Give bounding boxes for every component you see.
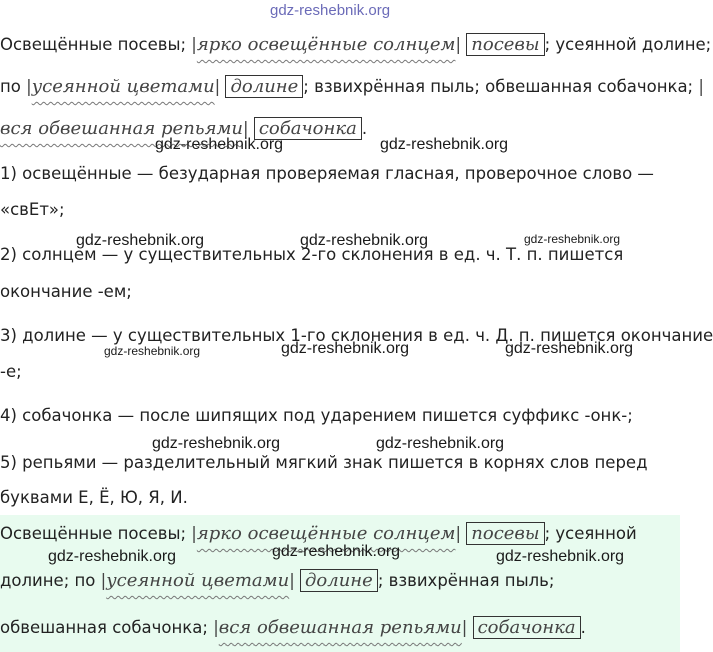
watermark: gdz-reshebnik.org bbox=[380, 136, 509, 153]
sentence1-line2: по |усеянной цветами| долине ; взвихрённая пыль; обвешанная собачонка; | bbox=[0, 76, 704, 97]
explanation-5-line1: 5) репьями — разделительный мягкий знак пишется в корнях слов перед bbox=[0, 453, 648, 472]
text: ; усеянной bbox=[544, 524, 637, 543]
watermark: gdz-reshebnik.org bbox=[505, 340, 634, 357]
explanation-4-line1: 4) собачонка — после шипящих под ударением пишется суффикс -онк-; bbox=[0, 406, 633, 425]
text: обвешанная собачонка; bbox=[0, 618, 214, 637]
noun-box: собачонка bbox=[473, 616, 581, 639]
noun-box: долине bbox=[300, 569, 378, 592]
text: . bbox=[580, 618, 586, 637]
text: ; взвихрённая пыль; обвешанная собачонка; bbox=[303, 77, 699, 96]
explanation-1-line2: «свЕт»; bbox=[0, 200, 65, 219]
explanation-3-line2: -е; bbox=[0, 362, 22, 381]
watermark: gdz-reshebnik.org bbox=[524, 232, 621, 246]
participle-phrase: усеянной цветами bbox=[31, 76, 215, 97]
explanation-5-line2: буквами Е, Ё, Ю, Я, И. bbox=[0, 488, 188, 507]
text: Освещённые посевы; bbox=[0, 35, 192, 54]
noun-box: собачонка bbox=[254, 117, 362, 140]
participle-phrase: ярко освещённые солнцем bbox=[196, 523, 456, 544]
text: ; взвихрённая пыль; bbox=[377, 571, 555, 590]
explanation-3-line1: 3) долине — у существительных 1-го склонения в ед. ч. Д. п. пишется окончание bbox=[0, 326, 713, 345]
participle-phrase: усеянной цветами bbox=[106, 570, 290, 591]
sentence1-line3: вся обвешанная репьями| собачонка . bbox=[0, 118, 368, 139]
text: . bbox=[361, 119, 368, 138]
text: Освещённые посевы; bbox=[0, 524, 192, 543]
noun-box: посевы bbox=[466, 33, 544, 56]
watermark: gdz-reshebnik.org bbox=[281, 340, 410, 357]
explanation-2-line2: окончание -ем; bbox=[0, 282, 132, 301]
watermark: gdz-reshebnik.org bbox=[76, 232, 205, 249]
watermark: gdz-reshebnik.org bbox=[270, 2, 391, 19]
noun-box: посевы bbox=[466, 522, 544, 545]
sentence2-line2: долине; по |усеянной цветами| долине ; взвихрённая пыль; bbox=[0, 570, 555, 591]
watermark: gdz-reshebnik.org bbox=[272, 543, 401, 560]
text: ; усеянной долине; bbox=[544, 35, 712, 54]
watermark: gdz-reshebnik.org bbox=[376, 435, 505, 452]
explanation-2-line1: 2) солнцем — у существительных 2-го склонения в ед. ч. Т. п. пишется bbox=[0, 245, 624, 264]
participle-phrase: вся обвешанная репьями bbox=[0, 118, 244, 139]
text: по bbox=[0, 77, 27, 96]
participle-phrase: ярко освещённые солнцем bbox=[196, 34, 456, 55]
watermark: gdz-reshebnik.org bbox=[104, 344, 201, 358]
sentence2-line1: Освещённые посевы; |ярко освещённые солнцем| посевы ; усеянной bbox=[0, 523, 637, 544]
participle-phrase: вся обвешанная репьями bbox=[218, 617, 462, 638]
noun-box: долине bbox=[225, 75, 303, 98]
sentence2-line3: обвешанная собачонка; |вся обвешанная репьями| собачонка . bbox=[0, 617, 586, 638]
watermark: gdz-reshebnik.org bbox=[48, 548, 177, 565]
watermark: gdz-reshebnik.org bbox=[300, 232, 429, 249]
watermark: gdz-reshebnik.org bbox=[496, 548, 625, 565]
watermark: gdz-reshebnik.org bbox=[152, 435, 281, 452]
sentence1-line1: Освещённые посевы; |ярко освещённые солнцем| посевы ; усеянной долине; bbox=[0, 34, 712, 55]
watermark: gdz-reshebnik.org bbox=[155, 136, 284, 153]
explanation-1-line1: 1) освещённые — безударная проверяемая гласная, проверочное слово — bbox=[0, 164, 654, 183]
text: долине; по bbox=[0, 571, 101, 590]
